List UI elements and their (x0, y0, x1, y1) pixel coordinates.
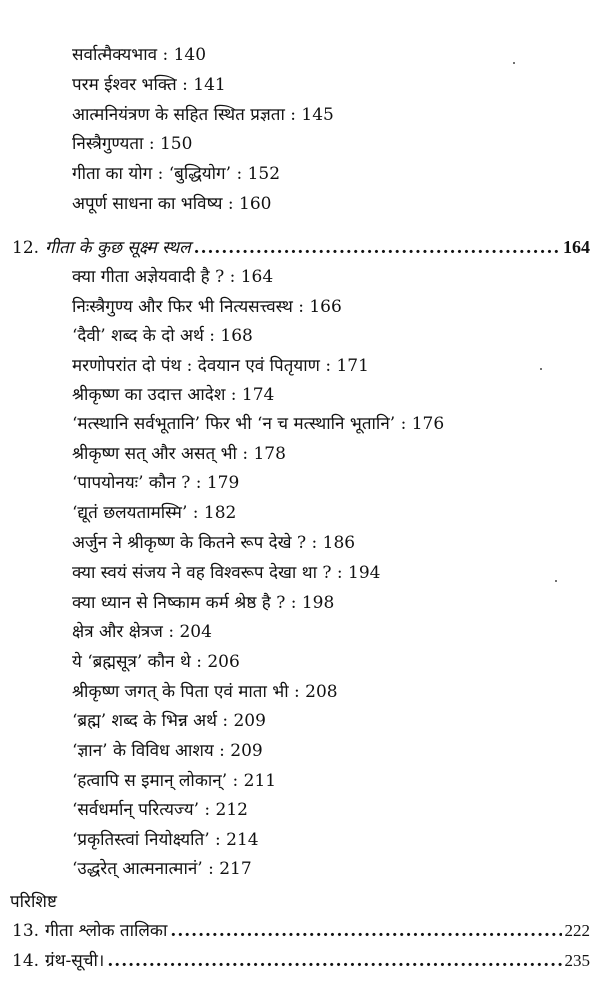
dot-leader (107, 950, 561, 972)
chapter-page-number: 222 (564, 921, 590, 940)
toc-entry: ‘प्रकृतिस्त्वां नियोक्ष्यति’ : 214 (72, 830, 259, 850)
toc-entry: ‘हत्वापि स इमान् लोकान्’ : 211 (72, 771, 277, 791)
toc-entry: गीता का योग : ‘बुद्धियोग’ : 152 (72, 164, 281, 184)
toc-entry: परम ईश्वर भक्ति : 141 (72, 75, 226, 95)
toc-entry: सर्वात्मैक्यभाव : 140 (72, 45, 207, 65)
scan-speck (540, 368, 542, 370)
chapter-number: 13. (12, 921, 40, 941)
toc-entry: ‘सर्वधर्मान् परित्यज्य’ : 212 (72, 800, 248, 820)
chapter-title: गीता श्लोक तालिका (45, 921, 168, 941)
chapter-page-number: 164 (563, 237, 590, 257)
toc-entry: क्षेत्र और क्षेत्रज : 204 (72, 622, 212, 642)
toc-entry: आत्मनियंत्रण के सहित स्थित प्रज्ञता : 145 (72, 105, 334, 125)
dot-leader (194, 237, 560, 259)
toc-entry: श्रीकृष्ण सत् और असत् भी : 178 (72, 444, 286, 464)
toc-entry: ‘मत्स्थानि सर्वभूतानि’ फिर भी ‘न च मत्स्थानि भूतानि’ : 176 (72, 414, 445, 434)
toc-entry: ‘ज्ञान’ के विविध आशय : 209 (72, 741, 263, 761)
toc-entry: ‘ब्रह्म’ शब्द के भिन्न अर्थ : 209 (72, 711, 266, 731)
chapter-number: 14. (12, 951, 40, 971)
chapter-14-heading (12, 950, 590, 972)
scan-speck (555, 580, 557, 582)
toc-entry: निस्त्रैगुण्यता : 150 (72, 134, 193, 154)
toc-entry: ये ‘ब्रह्मसूत्र’ कौन थे : 206 (72, 652, 240, 672)
toc-entry: श्रीकृष्ण का उदात्त आदेश : 174 (72, 385, 275, 405)
chapter-page-number: 235 (564, 951, 590, 970)
toc-entry: मरणोपरांत दो पंथ : देवयान एवं पितृयाण : 171 (72, 356, 369, 376)
toc-entry: निःस्त्रैगुण्य और फिर भी नित्यसत्त्वस्थ : 166 (72, 297, 342, 317)
toc-entry: अपूर्ण साधना का भविष्य : 160 (72, 194, 272, 214)
appendix-heading: परिशिष्ट (10, 892, 57, 912)
toc-entry: क्या स्वयं संजय ने वह विश्वरूप देखा था ? : 194 (72, 563, 381, 583)
chapter-13-heading (12, 920, 590, 942)
toc-entry: ‘दैवी’ शब्द के दो अर्थ : 168 (72, 326, 253, 346)
toc-entry: अर्जुन ने श्रीकृष्ण के कितने रूप देखे ? : 186 (72, 533, 356, 553)
dot-leader (170, 920, 561, 942)
toc-entry: क्या गीता अज्ञेयवादी है ? : 164 (72, 267, 274, 287)
chapter-title: ग्रंथ-सूची। (45, 951, 105, 971)
chapter-number: 12. (12, 238, 40, 258)
scan-speck (513, 62, 515, 64)
toc-entry: ‘उद्धरेत् आत्मनात्मानं’ : 217 (72, 859, 252, 879)
chapter-title: गीता के कुछ सूक्ष्म स्थल (45, 238, 191, 258)
toc-entry: श्रीकृष्ण जगत् के पिता एवं माता भी : 208 (72, 682, 338, 702)
toc-entry: ‘पापयोनयः’ कौन ? : 179 (72, 473, 240, 493)
toc-entry: क्या ध्यान से निष्काम कर्म श्रेष्ठ है ? : 198 (72, 593, 335, 613)
chapter-12-heading (12, 236, 590, 259)
toc-entry: ‘द्यूतं छलयतामस्मि’ : 182 (72, 503, 237, 523)
